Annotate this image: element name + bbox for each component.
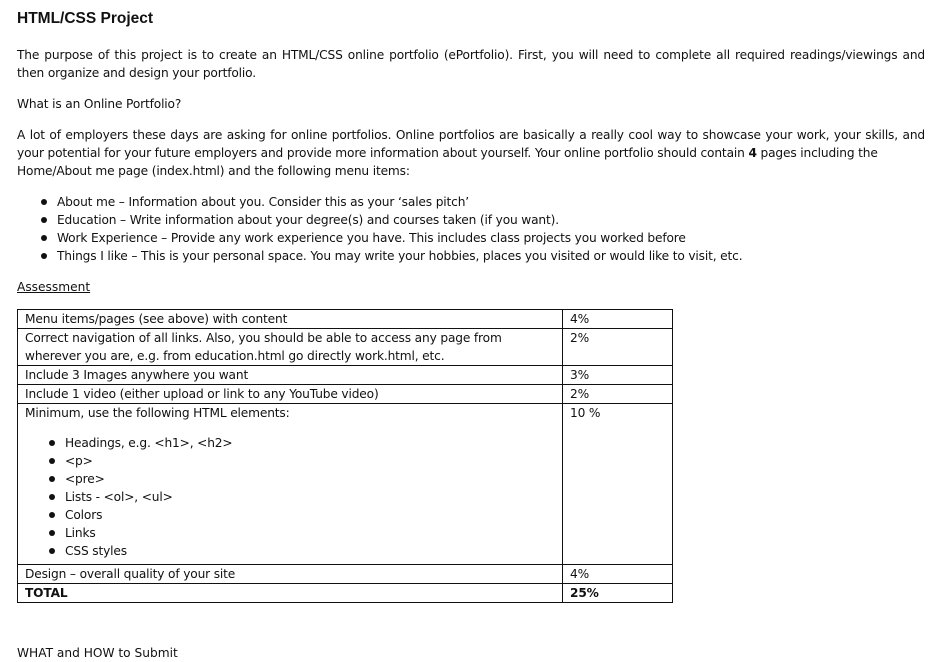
item-cell: Correct navigation of all links. Also, you should be able to access any page from wherever you are, e.g. from education.html go directly work.html, etc. <box>18 329 563 366</box>
list-item-text: Headings, e.g. <h1>, <h2> <box>65 436 233 450</box>
list-item-text: About me – Information about you. Consider this as your ‘sales pitch’ <box>57 195 469 209</box>
table-row <box>18 565 673 584</box>
description-tail-text: pages including the <box>760 146 878 160</box>
table-row <box>18 385 673 404</box>
list-item-text: CSS styles <box>65 544 127 558</box>
submit-heading: WHAT and HOW to Submit <box>17 646 178 660</box>
list-item <box>25 452 555 470</box>
table-row <box>18 310 673 329</box>
list-item <box>25 434 555 452</box>
weight-cell: 10 % <box>563 404 673 565</box>
bullet-icon <box>49 458 55 464</box>
list-item <box>25 506 555 524</box>
list-item-text: Colors <box>65 508 103 522</box>
list-item <box>17 211 742 229</box>
table-row <box>18 366 673 385</box>
weight-cell: 4% <box>563 310 673 329</box>
item-cell: Include 1 video (either upload or link to any YouTube video) <box>18 385 563 404</box>
list-item-text: Education – Write information about your degree(s) and courses taken (if you want). <box>57 213 559 227</box>
html-elements-list <box>25 434 555 560</box>
item-cell <box>18 404 563 565</box>
bullet-icon <box>49 476 55 482</box>
bullet-icon <box>49 512 55 518</box>
intro-paragraph: The purpose of this project is to create an HTML/CSS online portfolio (ePortfolio). First, you will need to complete all required readings/viewings and then organize and design your portfolio. <box>17 48 925 80</box>
item-cell: Design – overall quality of your site <box>18 565 563 584</box>
list-item-text: <pre> <box>65 472 105 486</box>
elements-intro: Minimum, use the following HTML elements: <box>25 406 290 420</box>
bullet-icon <box>41 235 47 241</box>
bullet-icon <box>49 548 55 554</box>
weight-cell: 2% <box>563 385 673 404</box>
list-item-text: <p> <box>65 454 93 468</box>
list-item <box>17 193 742 211</box>
weight-cell: 2% <box>563 329 673 366</box>
bullet-icon <box>49 530 55 536</box>
item-cell: Include 3 Images anywhere you want <box>18 366 563 385</box>
list-item-text: Links <box>65 526 96 540</box>
page-title: HTML/CSS Project <box>17 10 154 27</box>
description-last-line: Home/About me page (index.html) and the following menu items: <box>17 164 410 178</box>
bullet-icon <box>49 440 55 446</box>
weight-cell: 3% <box>563 366 673 385</box>
list-item-text: Lists - <ol>, <ul> <box>65 490 173 504</box>
weight-cell: 4% <box>563 565 673 584</box>
menu-items-list <box>17 193 742 265</box>
bullet-icon <box>41 217 47 223</box>
assessment-table <box>17 309 673 603</box>
table-row <box>18 404 673 565</box>
total-label: TOTAL <box>18 584 563 603</box>
list-item <box>17 229 742 247</box>
table-row <box>18 329 673 366</box>
list-item-text: Things I like – This is your personal space. You may write your hobbies, places you visited or would like to visit, etc. <box>57 249 743 263</box>
bullet-icon <box>49 494 55 500</box>
list-item <box>25 542 555 560</box>
list-item <box>25 524 555 542</box>
assessment-heading: Assessment <box>17 280 91 294</box>
item-cell: Menu items/pages (see above) with content <box>18 310 563 329</box>
question-paragraph: What is an Online Portfolio? <box>17 97 182 111</box>
total-value: 25% <box>563 584 673 603</box>
list-item <box>25 470 555 488</box>
bullet-icon <box>41 253 47 259</box>
description-main-text: A lot of employers these days are asking for online portfolios. Online portfolios are basically a really cool way to showcase your work, your skills, and your potential for your future employers and provide more information about yourself. Your online portfolio should contain <box>17 128 925 160</box>
list-item <box>17 247 742 265</box>
page-count: 4 <box>748 146 757 160</box>
list-item <box>25 488 555 506</box>
list-item-text: Work Experience – Provide any work experience you have. This includes class projects you worked before <box>57 231 686 245</box>
description-paragraph <box>17 126 925 180</box>
bullet-icon <box>41 199 47 205</box>
total-row <box>18 584 673 603</box>
